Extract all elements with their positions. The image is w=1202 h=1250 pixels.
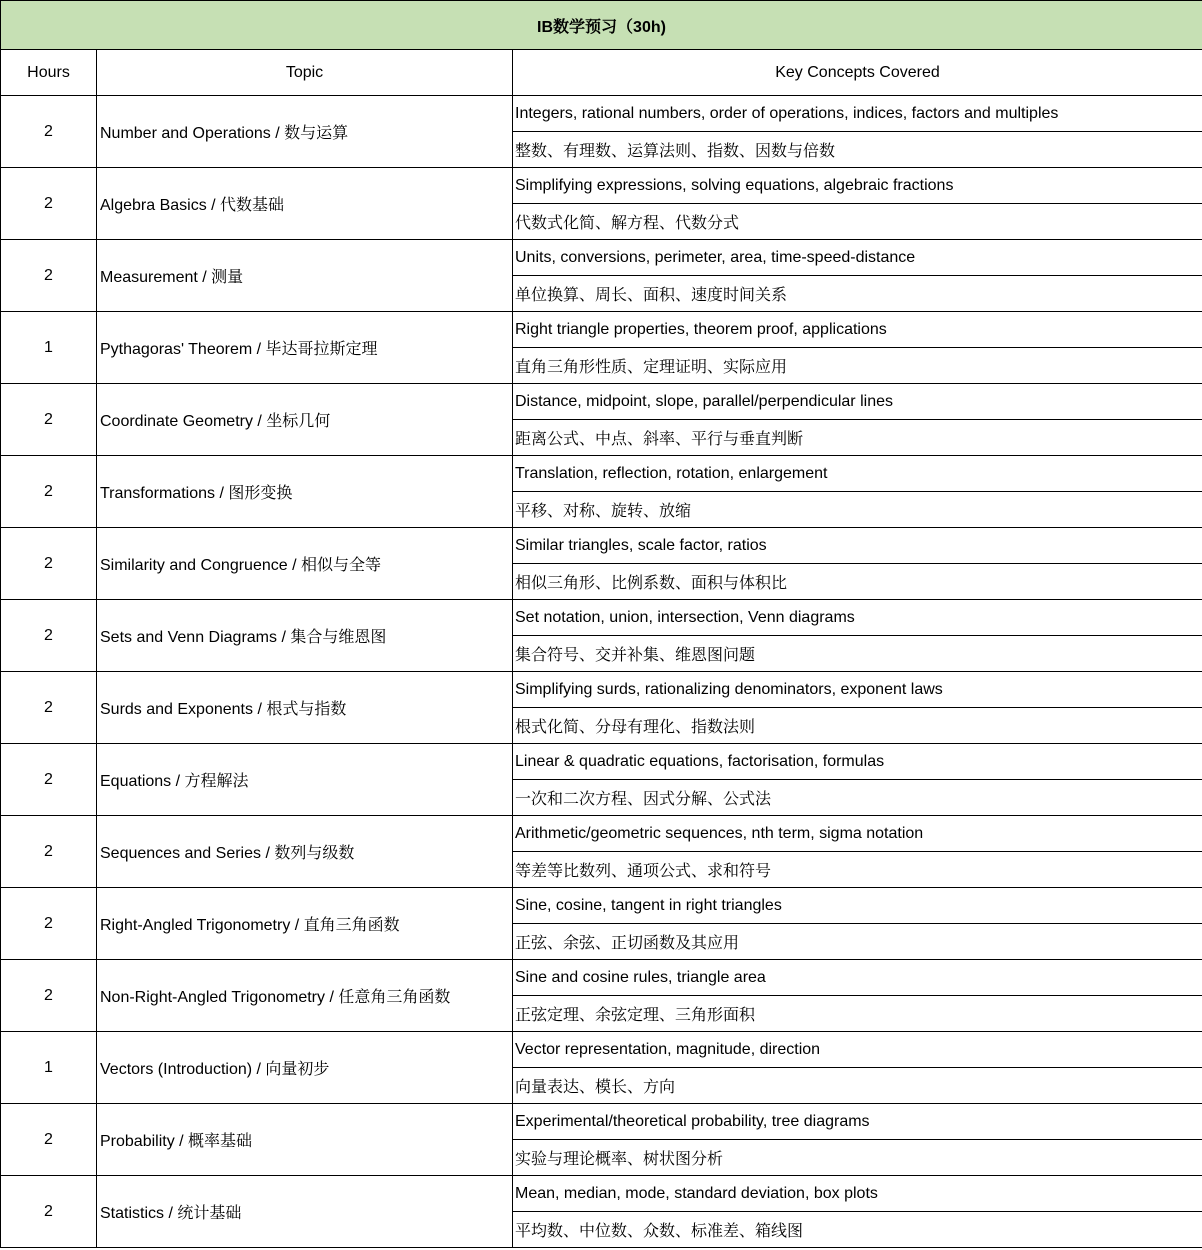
concepts-english-cell[interactable]: Translation, reflection, rotation, enlargement xyxy=(513,456,1202,492)
concepts-english-cell[interactable]: Sine, cosine, tangent in right triangles xyxy=(513,888,1202,924)
table-row xyxy=(1,240,1202,276)
table-row xyxy=(1,888,1202,924)
table-row xyxy=(1,1176,1202,1212)
table-title[interactable]: IB数学预习（30h) xyxy=(1,1,1202,50)
topic-cell[interactable]: Sets and Venn Diagrams / 集合与维恩图 xyxy=(97,600,513,672)
hours-cell[interactable]: 2 xyxy=(1,1104,97,1176)
hours-cell[interactable]: 2 xyxy=(1,744,97,816)
concepts-chinese-cell[interactable]: 正弦、余弦、正切函数及其应用 xyxy=(513,924,1202,960)
concepts-english-cell[interactable]: Integers, rational numbers, order of operations, indices, factors and multiples xyxy=(513,96,1202,132)
concepts-chinese-cell[interactable]: 平移、对称、旋转、放缩 xyxy=(513,492,1202,528)
concepts-english-cell[interactable]: Arithmetic/geometric sequences, nth term, sigma notation xyxy=(513,816,1202,852)
hours-cell[interactable]: 2 xyxy=(1,672,97,744)
topic-cell[interactable]: Sequences and Series / 数列与级数 xyxy=(97,816,513,888)
hours-cell[interactable]: 2 xyxy=(1,240,97,312)
table-row xyxy=(1,168,1202,204)
concepts-chinese-cell[interactable]: 根式化简、分母有理化、指数法则 xyxy=(513,708,1202,744)
concepts-chinese-cell[interactable]: 实验与理论概率、树状图分析 xyxy=(513,1140,1202,1176)
hours-cell[interactable]: 2 xyxy=(1,600,97,672)
concepts-chinese-cell[interactable]: 集合符号、交并补集、维恩图问题 xyxy=(513,636,1202,672)
table-row xyxy=(1,744,1202,780)
concepts-english-cell[interactable]: Right triangle properties, theorem proof, applications xyxy=(513,312,1202,348)
topic-cell[interactable]: Surds and Exponents / 根式与指数 xyxy=(97,672,513,744)
topic-cell[interactable]: Algebra Basics / 代数基础 xyxy=(97,168,513,240)
table-row xyxy=(1,384,1202,420)
concepts-chinese-cell[interactable]: 整数、有理数、运算法则、指数、因数与倍数 xyxy=(513,132,1202,168)
hours-cell[interactable]: 2 xyxy=(1,1176,97,1248)
concepts-english-cell[interactable]: Similar triangles, scale factor, ratios xyxy=(513,528,1202,564)
header-key-concepts[interactable]: Key Concepts Covered xyxy=(513,50,1202,96)
table-row xyxy=(1,672,1202,708)
table-row xyxy=(1,312,1202,348)
table-row xyxy=(1,600,1202,636)
hours-cell[interactable]: 2 xyxy=(1,96,97,168)
table-body xyxy=(1,96,1202,1248)
concepts-english-cell[interactable]: Vector representation, magnitude, direction xyxy=(513,1032,1202,1068)
hours-cell[interactable]: 2 xyxy=(1,384,97,456)
concepts-chinese-cell[interactable]: 向量表达、模长、方向 xyxy=(513,1068,1202,1104)
header-hours[interactable]: Hours xyxy=(1,50,97,96)
hours-cell[interactable]: 2 xyxy=(1,816,97,888)
topic-cell[interactable]: Statistics / 统计基础 xyxy=(97,1176,513,1248)
concepts-chinese-cell[interactable]: 一次和二次方程、因式分解、公式法 xyxy=(513,780,1202,816)
concepts-chinese-cell[interactable]: 代数式化简、解方程、代数分式 xyxy=(513,204,1202,240)
concepts-english-cell[interactable]: Distance, midpoint, slope, parallel/perpendicular lines xyxy=(513,384,1202,420)
topic-cell[interactable]: Number and Operations / 数与运算 xyxy=(97,96,513,168)
topic-cell[interactable]: Measurement / 测量 xyxy=(97,240,513,312)
hours-cell[interactable]: 1 xyxy=(1,312,97,384)
concepts-english-cell[interactable]: Simplifying surds, rationalizing denominators, exponent laws xyxy=(513,672,1202,708)
topic-cell[interactable]: Similarity and Congruence / 相似与全等 xyxy=(97,528,513,600)
table-row xyxy=(1,1032,1202,1068)
topic-cell[interactable]: Right-Angled Trigonometry / 直角三角函数 xyxy=(97,888,513,960)
concepts-chinese-cell[interactable]: 单位换算、周长、面积、速度时间关系 xyxy=(513,276,1202,312)
header-topic[interactable]: Topic xyxy=(97,50,513,96)
topic-cell[interactable]: Vectors (Introduction) / 向量初步 xyxy=(97,1032,513,1104)
topic-cell[interactable]: Non-Right-Angled Trigonometry / 任意角三角函数 xyxy=(97,960,513,1032)
concepts-english-cell[interactable]: Units, conversions, perimeter, area, time-speed-distance xyxy=(513,240,1202,276)
concepts-english-cell[interactable]: Linear & quadratic equations, factorisation, formulas xyxy=(513,744,1202,780)
table-row xyxy=(1,1104,1202,1140)
concepts-english-cell[interactable]: Mean, median, mode, standard deviation, box plots xyxy=(513,1176,1202,1212)
hours-cell[interactable]: 2 xyxy=(1,528,97,600)
header-row xyxy=(1,50,1202,96)
concepts-chinese-cell[interactable]: 正弦定理、余弦定理、三角形面积 xyxy=(513,996,1202,1032)
hours-cell[interactable]: 1 xyxy=(1,1032,97,1104)
table-row xyxy=(1,456,1202,492)
concepts-chinese-cell[interactable]: 相似三角形、比例系数、面积与体积比 xyxy=(513,564,1202,600)
table-row xyxy=(1,96,1202,132)
topic-cell[interactable]: Probability / 概率基础 xyxy=(97,1104,513,1176)
concepts-chinese-cell[interactable]: 直角三角形性质、定理证明、实际应用 xyxy=(513,348,1202,384)
concepts-english-cell[interactable]: Experimental/theoretical probability, tree diagrams xyxy=(513,1104,1202,1140)
topic-cell[interactable]: Pythagoras' Theorem / 毕达哥拉斯定理 xyxy=(97,312,513,384)
concepts-chinese-cell[interactable]: 距离公式、中点、斜率、平行与垂直判断 xyxy=(513,420,1202,456)
hours-cell[interactable]: 2 xyxy=(1,960,97,1032)
title-row xyxy=(1,1,1202,50)
table-row xyxy=(1,528,1202,564)
topic-cell[interactable]: Equations / 方程解法 xyxy=(97,744,513,816)
concepts-chinese-cell[interactable]: 平均数、中位数、众数、标准差、箱线图 xyxy=(513,1212,1202,1248)
concepts-english-cell[interactable]: Simplifying expressions, solving equations, algebraic fractions xyxy=(513,168,1202,204)
concepts-english-cell[interactable]: Sine and cosine rules, triangle area xyxy=(513,960,1202,996)
topic-cell[interactable]: Transformations / 图形变换 xyxy=(97,456,513,528)
concepts-english-cell[interactable]: Set notation, union, intersection, Venn diagrams xyxy=(513,600,1202,636)
hours-cell[interactable]: 2 xyxy=(1,888,97,960)
hours-cell[interactable]: 2 xyxy=(1,456,97,528)
table-row xyxy=(1,816,1202,852)
concepts-chinese-cell[interactable]: 等差等比数列、通项公式、求和符号 xyxy=(513,852,1202,888)
topic-cell[interactable]: Coordinate Geometry / 坐标几何 xyxy=(97,384,513,456)
table-row xyxy=(1,960,1202,996)
hours-cell[interactable]: 2 xyxy=(1,168,97,240)
